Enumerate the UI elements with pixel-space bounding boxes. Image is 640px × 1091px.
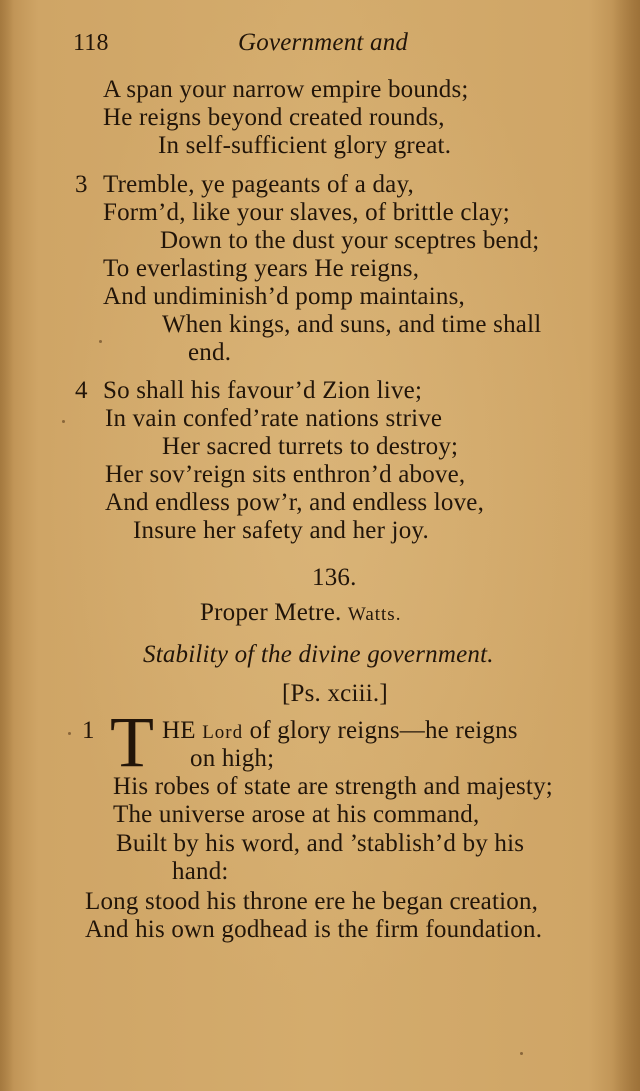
small-caps-word: He (103, 104, 133, 131)
verse-line: Insure her safety and her joy. (133, 517, 429, 544)
verse-line: To everlasting years He reigns, (103, 255, 420, 282)
verse-line: Long stood his throne ere he began creation, (85, 888, 539, 915)
verse-line: His robes of state are strength and majesty; (113, 773, 553, 800)
metre-line: Proper Metre. Watts. (200, 599, 402, 626)
verse-line: A span your narrow empire bounds; (103, 76, 469, 103)
verse-line: Her sacred turrets to destroy; (162, 433, 459, 460)
verse-line: Built by his word, and ’stablish’d by his (116, 830, 525, 857)
drop-cap: T (110, 702, 154, 782)
verse-line: So shall his favour’d Zion live; (103, 377, 423, 404)
verse-line: Form’d, like your slaves, of brittle clay; (103, 199, 510, 226)
verse-line: Her sov’reign sits enthron’d above, (105, 461, 466, 488)
verse-line: And undiminish’d pomp maintains, (103, 283, 465, 310)
stanza-number: 3 (75, 171, 88, 198)
verse-line: In self-sufficient glory great. (158, 132, 452, 159)
verse-line: Down to the dust your sceptres bend; (160, 227, 540, 254)
verse-line: In vain confed’rate nations strive (105, 405, 443, 432)
small-caps-word: He (314, 255, 344, 282)
paper-speck (99, 340, 102, 343)
small-caps-word: Lord (202, 722, 244, 743)
verse-line: HE Lord of glory reigns—he reigns (162, 717, 518, 744)
verse-line: And endless pow’r, and endless love, (105, 489, 485, 516)
verse-line: And his own godhead is the firm foundation. (85, 916, 543, 943)
hymn-number: 136. (312, 564, 357, 591)
hymn-subject: Stability of the divine government. (143, 641, 494, 668)
verse-line: hand: (172, 858, 229, 885)
verse-line: on high; (190, 745, 275, 772)
stanza-number: 4 (75, 377, 88, 404)
running-title: Government and (238, 29, 409, 56)
paper-speck (520, 1052, 523, 1055)
verse-line: Tremble, ye pageants of a day, (103, 171, 415, 198)
author-name: Watts. (347, 604, 402, 625)
verse-line: He reigns beyond created rounds, (103, 104, 445, 131)
page-number: 118 (73, 30, 109, 56)
psalm-reference: [Ps. xciii.] (282, 680, 388, 707)
verse-line: end. (188, 339, 232, 366)
verse-line: When kings, and suns, and time shall (162, 311, 542, 338)
paper-speck (62, 420, 65, 423)
stanza-number: 1 (82, 717, 95, 744)
verse-line: The universe arose at his command, (113, 801, 480, 828)
paper-speck (68, 732, 71, 735)
